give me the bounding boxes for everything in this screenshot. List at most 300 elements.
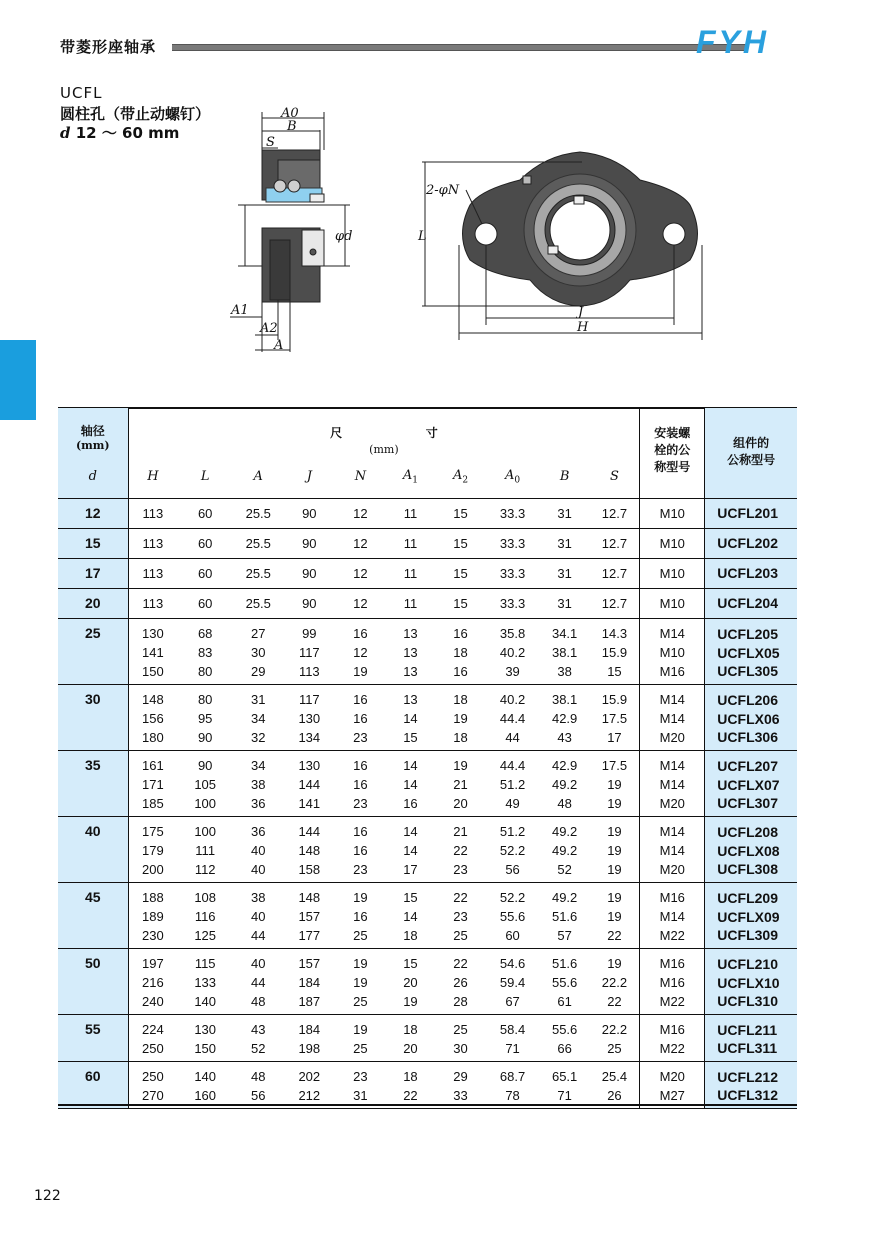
table-row — [58, 528, 797, 558]
header-bolt-line2: 栓的公 — [654, 443, 691, 457]
dimension-cell: 188 — [142, 890, 164, 906]
dimension-cell: 177 — [283, 926, 335, 948]
dimension-cell: 27 — [251, 626, 266, 642]
dimension-cell: 23 — [335, 794, 385, 816]
sym-B: B — [540, 456, 590, 498]
dimension-cell: 12 — [335, 528, 385, 558]
table-row — [58, 992, 797, 1014]
dimension-cell: 22 — [453, 956, 468, 972]
dimension-cell: 90 — [283, 528, 335, 558]
bolt-size-cell: M14 — [640, 618, 705, 643]
dimension-cell: 14.3 — [601, 626, 628, 642]
dimension-cell: 36 — [251, 824, 266, 840]
dimension-cell: 56 — [486, 860, 540, 882]
dimension-cell: 22 — [453, 890, 468, 906]
page-number: 122 — [34, 1188, 61, 1204]
dimension-cell: 16 — [353, 843, 368, 858]
dimension-cell: 19 — [453, 758, 468, 774]
dimension-cell: 20 — [403, 975, 418, 990]
dimension-cell: 19 — [453, 711, 468, 726]
dimension-cell: 16 — [453, 626, 468, 642]
dimension-cell: 19 — [607, 890, 622, 906]
sym-N: N — [335, 456, 385, 498]
dimension-cell: 95 — [197, 711, 213, 726]
dimension-cell: 17 — [385, 860, 435, 882]
bolt-size-cell: M10 — [640, 588, 705, 618]
table-bottom-rule — [58, 1104, 797, 1106]
dimension-cell: 31 — [335, 1086, 385, 1108]
bore-diameter-cell: 40 — [58, 816, 128, 882]
dimension-cell: 12 — [335, 558, 385, 588]
bore-diameter-cell: 50 — [58, 948, 128, 1014]
dimension-cell: 60 — [177, 528, 233, 558]
header-bore-unit: (mm) — [75, 439, 110, 452]
dimension-cell: 19 — [607, 843, 622, 858]
dimension-cell: 80 — [177, 662, 233, 684]
dimension-cell: 130 — [298, 711, 321, 726]
dimension-cell: 49.2 — [551, 843, 578, 858]
dimension-cell: 60 — [177, 498, 233, 528]
dimension-cell: 34.1 — [551, 626, 578, 642]
dimension-cell: 30 — [251, 645, 266, 660]
dimension-cell: 22 — [453, 843, 468, 858]
dimension-cell: 18 — [435, 728, 485, 750]
dimension-cell: 144 — [298, 777, 321, 792]
table-row — [58, 948, 797, 973]
dimension-cell: 31 — [540, 558, 590, 588]
dimension-cell: 18 — [403, 1022, 418, 1038]
bolt-size-cell: M22 — [640, 926, 705, 948]
dimension-cell: 113 — [128, 558, 177, 588]
sym-A1: $A_1$ — [385, 456, 435, 498]
dimension-cell: 16 — [353, 711, 368, 726]
dimension-cell: 19 — [353, 975, 368, 990]
bore-diameter-cell: 15 — [58, 528, 128, 558]
unit-number-cell: UCFL210 — [705, 948, 797, 973]
dimension-cell: 31 — [540, 588, 590, 618]
dimension-cell: 52.2 — [499, 890, 526, 906]
dimension-cell: 26 — [453, 975, 468, 990]
dimension-cell: 17.5 — [601, 711, 628, 726]
dimension-cell: 44 — [486, 728, 540, 750]
unit-number-cell: UCFL305 — [705, 662, 797, 684]
bolt-size-cell: M14 — [640, 841, 705, 860]
bolt-size-cell: M14 — [640, 816, 705, 841]
bore-diameter-cell: 17 — [58, 558, 128, 588]
dimension-cell: 160 — [177, 1086, 233, 1108]
dimension-cell: 20 — [435, 794, 485, 816]
dimension-cell: 38.1 — [551, 692, 578, 708]
dimension-cell: 140 — [177, 992, 233, 1014]
dimension-cell: 25 — [590, 1039, 640, 1061]
unit-number-cell: UCFL306 — [705, 728, 797, 750]
dimension-cell: 25 — [435, 926, 485, 948]
dimension-cell: 25.5 — [233, 498, 283, 528]
unit-number-cell: UCFL208 — [705, 816, 797, 841]
dimension-cell: 113 — [128, 588, 177, 618]
dimension-cell: 125 — [177, 926, 233, 948]
unit-number-cell: UCFL205 — [705, 618, 797, 643]
dimension-cell: 140 — [194, 1069, 217, 1085]
label-A2: A2 — [260, 321, 278, 336]
dimension-cell: 23 — [335, 860, 385, 882]
dimension-cell: 43 — [540, 728, 590, 750]
bolt-size-cell: M16 — [640, 973, 705, 992]
bolt-size-cell: M16 — [640, 662, 705, 684]
dimension-cell: 171 — [142, 777, 164, 792]
dimension-cell: 56 — [233, 1086, 283, 1108]
dimension-cell: 33.3 — [486, 558, 540, 588]
sym-d: d — [58, 456, 128, 498]
dimension-cell: 12 — [353, 645, 368, 660]
dimension-cell: 60 — [177, 558, 233, 588]
table-row — [58, 750, 797, 775]
dimension-cell: 15 — [385, 728, 435, 750]
dimension-cell: 20 — [385, 1039, 435, 1061]
header-dims-unit: (mm) — [369, 443, 399, 456]
dimension-cell: 12.7 — [590, 558, 640, 588]
label-2-phi-N: 2-φN — [426, 183, 460, 198]
label-H: H — [577, 320, 589, 335]
dimension-cell: 148 — [298, 890, 321, 906]
header-bore-label: 轴径 — [80, 424, 105, 438]
unit-number-cell: UCFL204 — [705, 588, 797, 618]
dimension-cell: 25.5 — [233, 528, 283, 558]
dimension-cell: 38 — [251, 890, 266, 906]
dimension-cell: 108 — [194, 890, 217, 906]
dimension-cell: 28 — [435, 992, 485, 1014]
dimension-cell: 200 — [128, 860, 177, 882]
unit-number-cell: UCFL207 — [705, 750, 797, 775]
dimension-cell: 14 — [403, 758, 418, 774]
dimension-cell: 161 — [142, 758, 164, 774]
dimension-cell: 14 — [403, 909, 418, 924]
dimension-cell: 15 — [403, 890, 418, 906]
dimension-cell: 189 — [142, 909, 164, 924]
dimension-cell: 26 — [590, 1086, 640, 1108]
dimension-cell: 212 — [283, 1086, 335, 1108]
dimension-cell: 113 — [283, 662, 335, 684]
dimension-cell: 187 — [283, 992, 335, 1014]
dimension-cell: 22 — [590, 992, 640, 1014]
table-row — [58, 882, 797, 907]
dimension-cell: 148 — [142, 692, 164, 708]
dimension-cell: 148 — [298, 843, 321, 858]
dimension-cell: 40 — [251, 956, 266, 972]
dimension-cell: 230 — [128, 926, 177, 948]
dimension-cell: 33.3 — [486, 498, 540, 528]
table-row — [58, 1014, 797, 1039]
dimension-cell: 60 — [177, 588, 233, 618]
dimension-cell: 157 — [298, 956, 321, 972]
table-row — [58, 841, 797, 860]
label-A: A — [274, 338, 284, 353]
dimension-cell: 31 — [540, 528, 590, 558]
dimension-cell: 250 — [128, 1039, 177, 1061]
dimension-cell: 22 — [590, 926, 640, 948]
table-row — [58, 498, 797, 528]
table-row — [58, 618, 797, 643]
dimension-cell: 44 — [233, 926, 283, 948]
unit-number-cell: UCFL309 — [705, 926, 797, 948]
dimension-cell: 52.2 — [499, 843, 526, 858]
bolt-size-cell: M16 — [640, 882, 705, 907]
dimension-cell: 68.7 — [499, 1069, 526, 1085]
dimension-cell: 51.6 — [551, 956, 578, 972]
dimension-cell: 78 — [486, 1086, 540, 1108]
dimension-cell: 22.2 — [601, 975, 628, 990]
dimension-cell: 49.2 — [551, 777, 578, 792]
dimension-cell: 18 — [385, 926, 435, 948]
table-row — [58, 709, 797, 728]
dimension-cell: 42.9 — [551, 711, 578, 726]
bore-diameter-cell: 35 — [58, 750, 128, 816]
dimension-cell: 43 — [251, 1022, 266, 1038]
bolt-size-cell: M22 — [640, 992, 705, 1014]
table-row — [58, 926, 797, 948]
dimension-cell: 14 — [403, 777, 418, 792]
product-code: UCFL — [60, 84, 103, 102]
dimension-cell: 12 — [335, 588, 385, 618]
dimension-cell: 33.3 — [486, 528, 540, 558]
dimension-cell: 51.2 — [499, 777, 526, 792]
dimension-cell: 14 — [403, 711, 418, 726]
dimension-cell: 141 — [142, 645, 164, 660]
label-L: L — [418, 229, 427, 244]
dimension-cell: 117 — [298, 692, 320, 708]
dimension-cell: 15 — [435, 528, 485, 558]
dimension-cell: 31 — [540, 498, 590, 528]
dimension-cell: 67 — [486, 992, 540, 1014]
dimension-cell: 22.2 — [601, 1022, 628, 1038]
dimension-cell: 16 — [385, 794, 435, 816]
dimension-cell: 133 — [194, 975, 217, 990]
dimension-cell: 12.7 — [590, 588, 640, 618]
bolt-size-cell: M14 — [640, 709, 705, 728]
dimension-cell: 180 — [128, 728, 177, 750]
dimension-cell: 25 — [335, 992, 385, 1014]
dimension-cell: 16 — [353, 824, 368, 840]
dimension-cell: 16 — [353, 692, 368, 708]
table-row — [58, 558, 797, 588]
dimension-cell: 60 — [486, 926, 540, 948]
dimension-cell: 184 — [298, 1022, 321, 1038]
unit-number-cell: UCFLX08 — [705, 841, 797, 860]
dimension-cell: 216 — [142, 975, 164, 990]
dimension-cell: 12.7 — [590, 498, 640, 528]
dimension-cell: 42.9 — [551, 758, 578, 774]
unit-number-cell: UCFLX07 — [705, 775, 797, 794]
unit-number-cell: UCFL201 — [705, 498, 797, 528]
table-row — [58, 816, 797, 841]
dimension-cell: 14 — [403, 843, 418, 858]
table-row — [58, 684, 797, 709]
bolt-size-cell: M14 — [640, 684, 705, 709]
sym-A: A — [233, 456, 283, 498]
bolt-size-cell: M10 — [640, 528, 705, 558]
unit-number-cell: UCFL311 — [705, 1039, 797, 1061]
unit-number-cell: UCFL312 — [705, 1086, 797, 1108]
dimension-cell: 71 — [540, 1086, 590, 1108]
unit-number-cell: UCFLX09 — [705, 907, 797, 926]
label-A0: A0 — [281, 106, 299, 121]
dimension-cell: 11 — [385, 498, 435, 528]
dimension-cell: 111 — [195, 843, 216, 858]
dimension-cell: 240 — [128, 992, 177, 1014]
dimension-cell: 13 — [385, 662, 435, 684]
dimension-cell: 16 — [353, 909, 368, 924]
header-bolt — [640, 408, 705, 498]
bolt-size-cell: M10 — [640, 498, 705, 528]
dimension-cell: 99 — [302, 626, 317, 642]
dimension-cell: 117 — [298, 645, 320, 660]
label-J: J — [578, 305, 584, 320]
bore-diameter-cell: 60 — [58, 1061, 128, 1108]
dimension-cell: 55.6 — [551, 1022, 578, 1038]
dimension-cell: 59.4 — [499, 975, 526, 990]
dimension-cell: 38 — [251, 777, 266, 792]
dimension-cell: 18 — [453, 645, 468, 660]
dimension-cell: 16 — [353, 626, 368, 642]
dimension-cell: 158 — [283, 860, 335, 882]
bore-diameter-cell: 25 — [58, 618, 128, 684]
dimension-cell: 90 — [197, 758, 213, 774]
dimension-cell: 83 — [197, 645, 213, 660]
dimension-cell: 16 — [353, 758, 368, 774]
dimension-cell: 18 — [453, 692, 468, 708]
bore-range-symbol: d — [60, 124, 71, 142]
dimension-cell: 66 — [540, 1039, 590, 1061]
sym-A2: $A_2$ — [435, 456, 485, 498]
dimension-cell: 15 — [590, 662, 640, 684]
dimension-cell: 36 — [233, 794, 283, 816]
unit-number-cell: UCFL203 — [705, 558, 797, 588]
dimension-cell: 197 — [142, 956, 164, 972]
bore-diameter-cell: 45 — [58, 882, 128, 948]
dimension-cell: 130 — [142, 626, 164, 642]
dimension-cell: 19 — [607, 777, 622, 792]
dimension-cell: 19 — [590, 860, 640, 882]
dimension-cell: 38.1 — [551, 645, 578, 660]
dimension-cell: 19 — [607, 824, 622, 840]
dimension-cell: 15 — [435, 558, 485, 588]
dimension-cell: 25.5 — [233, 588, 283, 618]
bolt-size-cell: M20 — [640, 728, 705, 750]
unit-number-cell: UCFL202 — [705, 528, 797, 558]
dimension-cell: 90 — [283, 588, 335, 618]
sym-A0: $A_0$ — [486, 456, 540, 498]
sym-S: S — [590, 456, 640, 498]
dimension-cell: 23 — [435, 860, 485, 882]
dimension-cell: 134 — [283, 728, 335, 750]
dimension-cell: 150 — [128, 662, 177, 684]
dimension-cell: 113 — [128, 528, 177, 558]
dimension-cell: 48 — [233, 992, 283, 1014]
dimension-cell: 23 — [335, 728, 385, 750]
dimension-cell: 144 — [298, 824, 321, 840]
product-description: 圆柱孔（带止动螺钉） — [60, 105, 211, 123]
front-view-drawing — [422, 152, 702, 340]
dimension-cell: 40 — [251, 909, 266, 924]
dimension-cell: 198 — [283, 1039, 335, 1061]
dimension-cell: 11 — [385, 588, 435, 618]
dimension-cell: 48 — [540, 794, 590, 816]
label-phi-d: φd — [335, 229, 353, 244]
dimension-cell: 113 — [128, 498, 177, 528]
dimension-cell: 116 — [194, 909, 216, 924]
unit-number-cell: UCFL308 — [705, 860, 797, 882]
table-row — [58, 728, 797, 750]
dimension-cell: 40 — [251, 843, 266, 858]
section-title: 带菱形座轴承 — [60, 38, 157, 56]
dimension-cell: 25.4 — [601, 1069, 628, 1085]
unit-number-cell: UCFL211 — [705, 1014, 797, 1039]
sym-J: J — [283, 456, 335, 498]
dimension-cell: 61 — [540, 992, 590, 1014]
bolt-size-cell: M10 — [640, 558, 705, 588]
dimension-cell: 52 — [233, 1039, 283, 1061]
unit-number-cell: UCFLX06 — [705, 709, 797, 728]
label-A1: A1 — [231, 303, 249, 318]
dimension-cell: 29 — [233, 662, 283, 684]
dimension-cell: 21 — [453, 777, 468, 792]
dimension-cell: 12.7 — [590, 528, 640, 558]
dimension-cell: 49 — [486, 794, 540, 816]
unit-number-cell: UCFL212 — [705, 1061, 797, 1086]
bore-diameter-cell: 30 — [58, 684, 128, 750]
header-dims-left: 尺 — [330, 426, 343, 440]
bolt-size-cell: M10 — [640, 643, 705, 662]
dimension-cell: 19 — [590, 794, 640, 816]
bore-range-text: 12 〜 60 mm — [75, 124, 180, 142]
dimension-cell: 23 — [453, 909, 468, 924]
dimension-cell: 58.4 — [499, 1022, 526, 1038]
dimension-cell: 184 — [298, 975, 321, 990]
dimension-cell: 51.6 — [551, 909, 578, 924]
dimension-cell: 25 — [335, 926, 385, 948]
dimension-cell: 185 — [128, 794, 177, 816]
header-assembly — [705, 408, 797, 498]
dimension-cell: 29 — [453, 1069, 468, 1085]
dimension-cell: 19 — [353, 890, 368, 906]
dimension-cell: 100 — [194, 824, 217, 840]
table-row — [58, 973, 797, 992]
bolt-size-cell: M14 — [640, 775, 705, 794]
dimension-cell: 17.5 — [601, 758, 628, 774]
dimension-cell: 115 — [194, 956, 216, 972]
table-row — [58, 588, 797, 618]
dimension-cell: 31 — [251, 692, 266, 708]
dimension-cell: 65.1 — [551, 1069, 578, 1085]
label-B: B — [287, 119, 297, 134]
dimension-cell: 19 — [353, 956, 368, 972]
dimension-cell: 48 — [251, 1069, 266, 1085]
dimension-cell: 105 — [194, 777, 217, 792]
dimension-cell: 25 — [453, 1022, 468, 1038]
bolt-size-cell: M20 — [640, 794, 705, 816]
header-dimensions — [128, 408, 640, 456]
header-assembly-line2: 公称型号 — [727, 453, 776, 467]
dimension-cell: 90 — [283, 558, 335, 588]
dimension-cell: 270 — [128, 1086, 177, 1108]
table-body — [58, 498, 797, 1108]
dimension-cell: 157 — [298, 909, 321, 924]
dimension-cell: 11 — [385, 558, 435, 588]
table-row — [58, 794, 797, 816]
bolt-size-cell: M20 — [640, 860, 705, 882]
dimension-cell: 68 — [197, 626, 213, 642]
header-bolt-line1: 安装螺 — [654, 426, 691, 440]
